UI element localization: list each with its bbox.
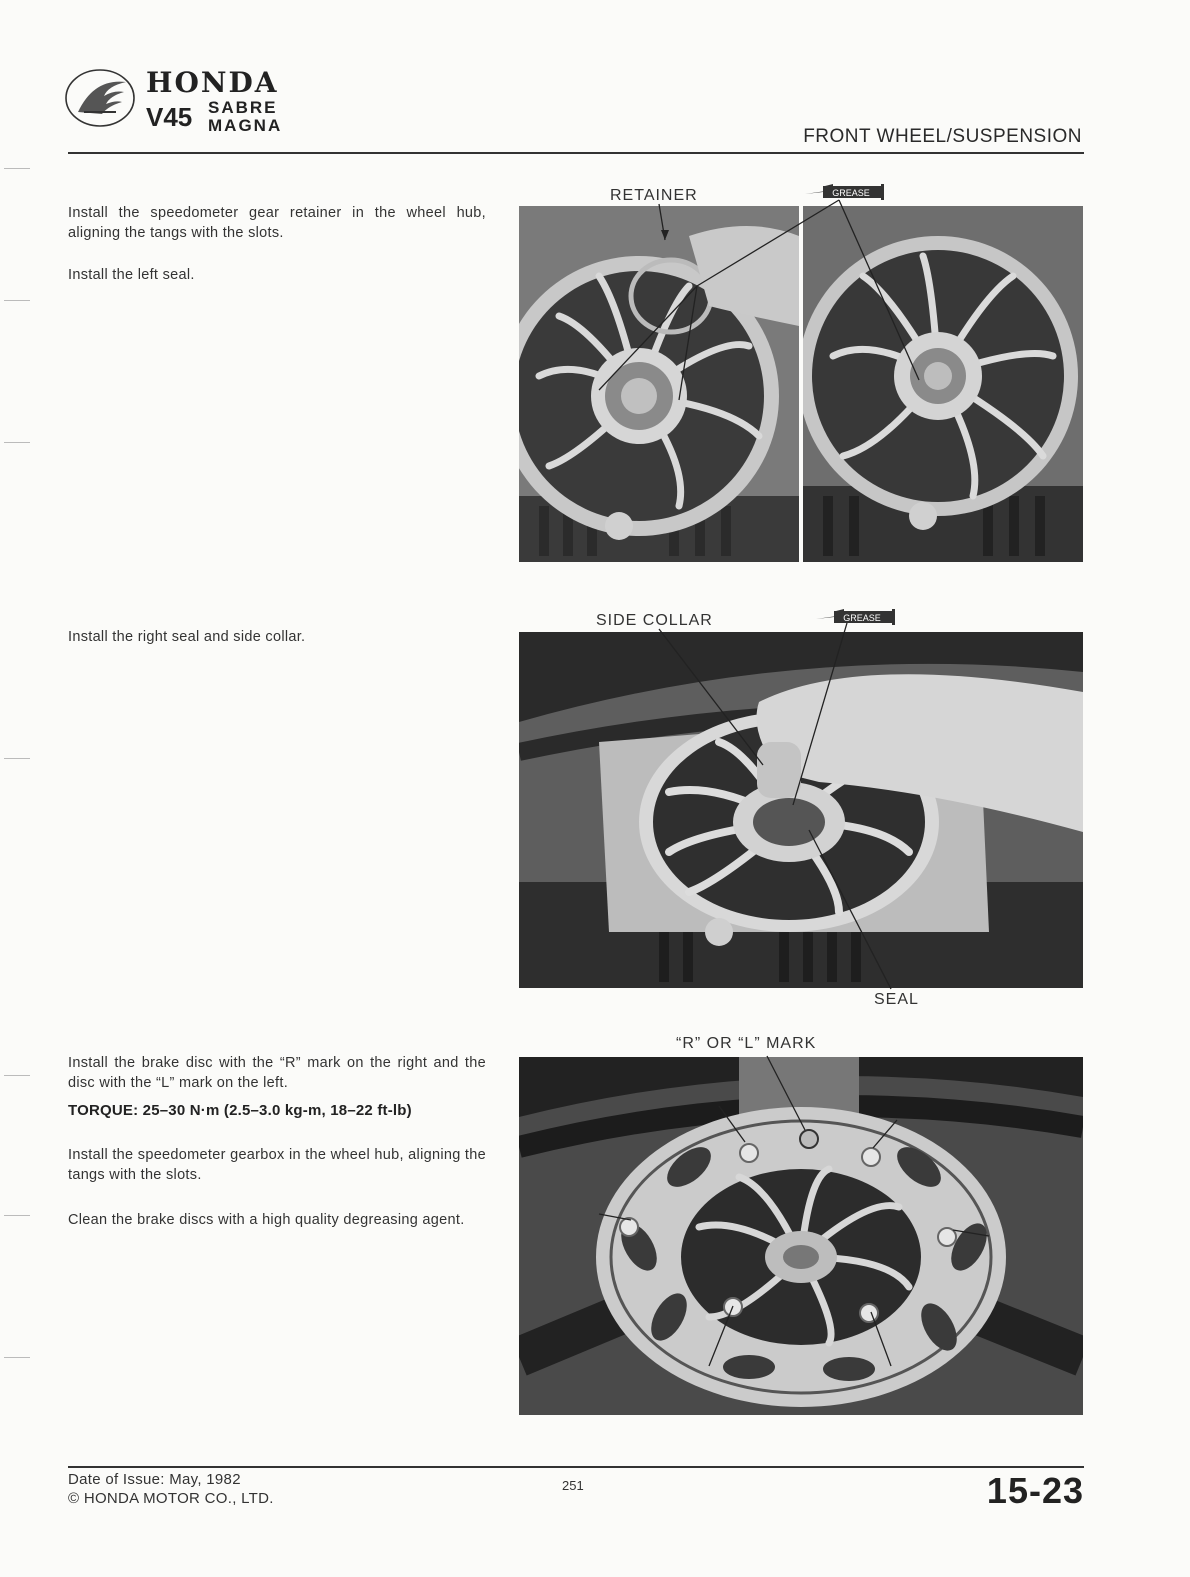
- footer-rule: [68, 1466, 1084, 1468]
- figure2-leader-lines: [519, 615, 1083, 995]
- grease-label: GREASE: [832, 188, 870, 198]
- edge-mark: [4, 442, 30, 443]
- callout-seal: SEAL: [874, 991, 919, 1008]
- honda-wing-icon: [64, 68, 136, 128]
- page-number: 251: [562, 1478, 584, 1493]
- edge-mark: [4, 1215, 30, 1216]
- model-name: V45: [146, 102, 193, 132]
- header-rule: [68, 152, 1084, 154]
- callout-side-collar: SIDE COLLAR: [596, 612, 713, 629]
- step-install-left-seal: Install the left seal.: [68, 267, 195, 283]
- figure3-leader-lines: [519, 1050, 1083, 1370]
- edge-mark: [4, 300, 30, 301]
- model-variant-magna: MAGNA: [208, 116, 283, 135]
- edge-mark: [4, 758, 30, 759]
- issue-date: Date of Issue: May, 1982: [68, 1471, 241, 1488]
- torque-spec: TORQUE: 25–30 N·m (2.5–3.0 kg-m, 18–22 ft-lb): [68, 1102, 412, 1119]
- callout-r-or-l-mark: “R” OR “L” MARK: [676, 1035, 817, 1052]
- step-install-retainer: Install the speedometer gear retainer in the wheel hub, aligning the tangs with the slots.: [68, 205, 486, 241]
- model-variant-sabre: SABRE: [208, 98, 278, 117]
- brand-name: HONDA: [146, 66, 279, 99]
- callout-retainer: RETAINER: [610, 187, 698, 204]
- edge-mark: [4, 1075, 30, 1076]
- step-install-brake-disc: Install the brake disc with the “R” mark on the right and the disc with the “L” mark on the left.: [68, 1055, 486, 1091]
- figure1-leader-lines: [519, 190, 1083, 440]
- section-title: FRONT WHEEL/SUSPENSION: [803, 126, 1082, 147]
- step-clean-discs: Clean the brake discs with a high quality degreasing agent.: [68, 1212, 465, 1228]
- edge-mark: [4, 1357, 30, 1358]
- edge-mark: [4, 168, 30, 169]
- section-page-number: 15-23: [986, 1470, 1084, 1511]
- step-install-gearbox: Install the speedometer gearbox in the wheel hub, aligning the tangs with the slots.: [68, 1147, 486, 1183]
- copyright: © HONDA MOTOR CO., LTD.: [68, 1490, 274, 1507]
- step-install-right-seal: Install the right seal and side collar.: [68, 629, 306, 645]
- grease-label: GREASE: [843, 613, 881, 623]
